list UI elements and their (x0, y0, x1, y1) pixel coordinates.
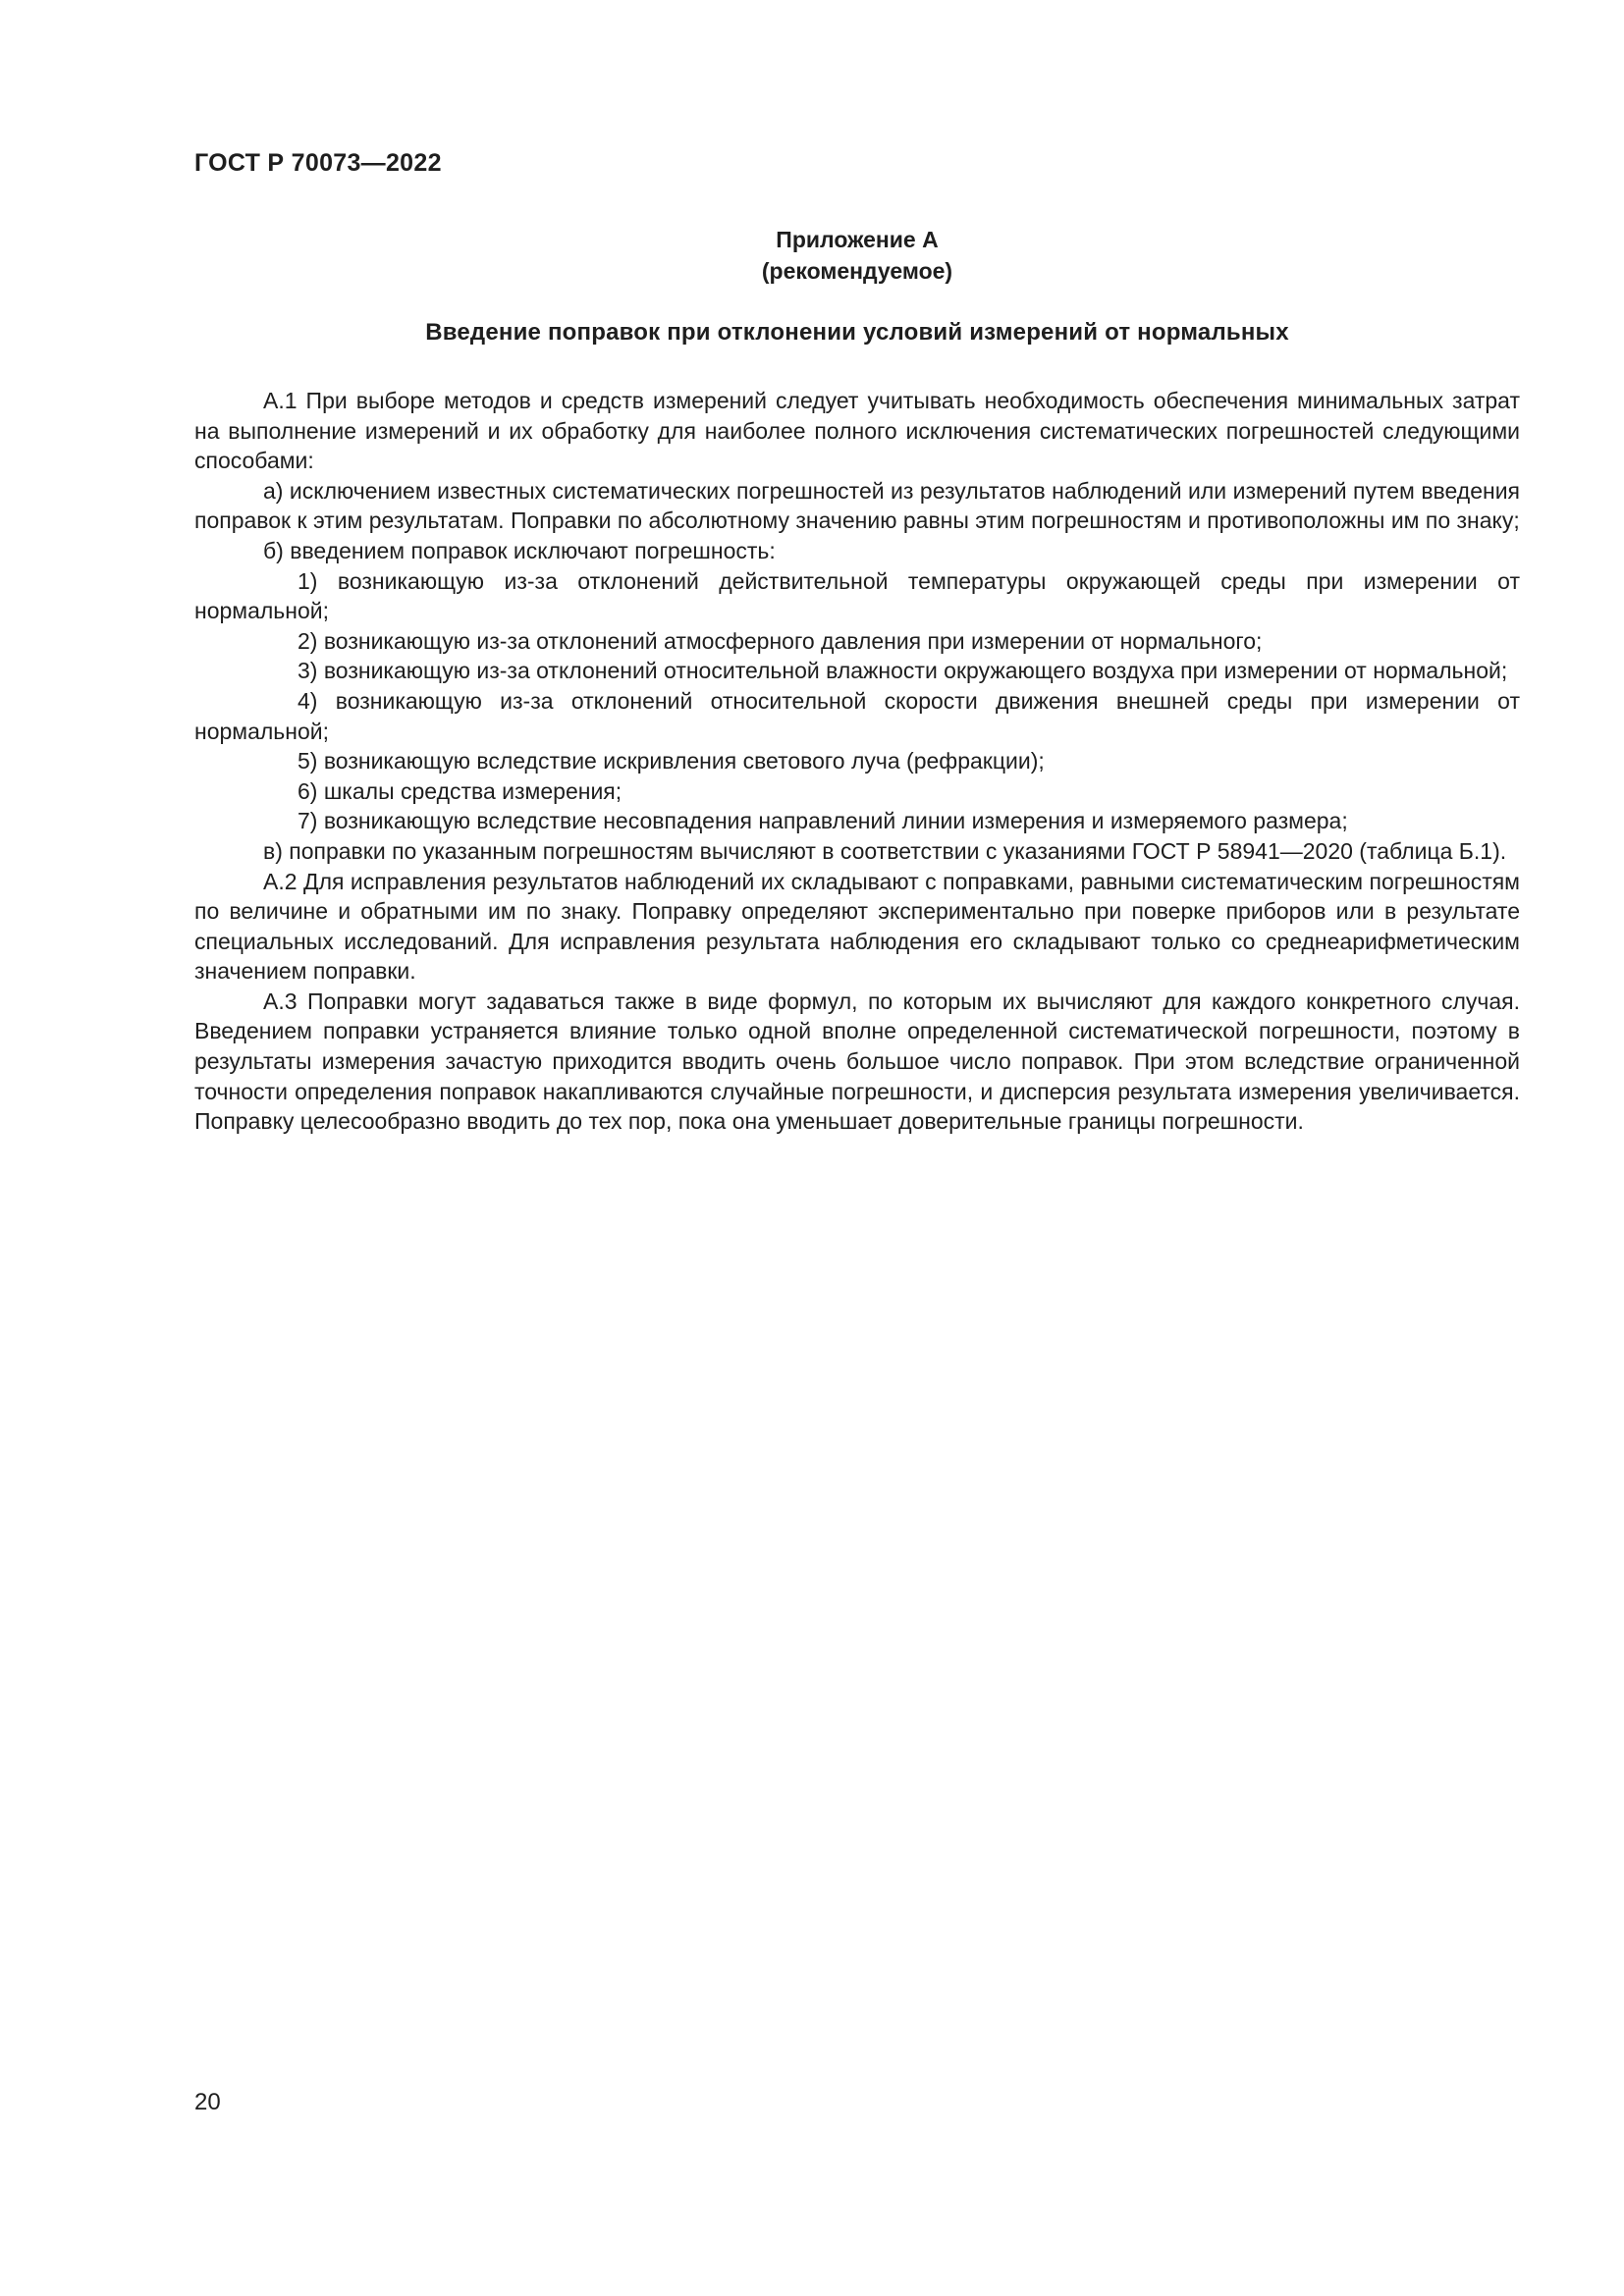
list-item-v: в) поправки по указанным погрешностям вычисляют в соответствии с указаниями ГОСТ Р 58941—2020 (таблица Б.1). (263, 837, 1507, 864)
page-number: 20 (194, 2089, 221, 2115)
sublist-item-2: 2) возникающую из-за отклонений атмосферного давления при измерении от нормального; (298, 627, 1263, 654)
sublist-item-5: 5) возникающую вследствие искривления светового луча (рефракции); (298, 748, 1045, 774)
list-item-b: б) введением поправок исключают погрешность: (263, 537, 776, 563)
sublist-item-4: 4) возникающую из-за отклонений относительной скорости движения внешней среды при измерении от нормальной; (194, 687, 1520, 744)
appendix-heading (194, 224, 1520, 287)
sublist-item-1: 1) возникающую из-за отклонений действительной температуры окружающей среды при измерении от нормальной; (194, 567, 1520, 624)
document-body (194, 386, 1520, 1137)
appendix-status: (рекомендуемое) (761, 258, 953, 284)
sublist-item-7: 7) возникающую вследствие несовпадения направлений линии измерения и измеряемого размера; (298, 808, 1348, 834)
list-item-a: а) исключением известных систематических погрешностей из результатов наблюдений или измерений путем введения поправок к этим результатам. Поправки по абсолютному значению равны этим погрешностям и противоположны им по знаку; (194, 477, 1520, 534)
appendix-title: Приложение А (776, 227, 939, 252)
paragraph-a3: А.3 Поправки могут задаваться также в виде формул, по которым их вычисляют для каждого конкретного случая. Введением поправки устраняется влияние только одной вполне определенной систематической погрешности, поэтому в результаты измерения зачастую приходится вводить очень большое число поправок. При этом вследствие ограниченной точности определения поправок накапливаются случайные погрешности, и дисперсия результата измерения увеличивается. Поправку целесообразно вводить до тех пор, пока она уменьшает доверительные границы погрешности. (194, 988, 1520, 1135)
sublist-item-3: 3) возникающую из-за отклонений относительной влажности окружающего воздуха при измерении от нормальной; (298, 658, 1508, 684)
section-title: Введение поправок при отклонении условий измерений от нормальных (425, 319, 1289, 346)
document-code: ГОСТ Р 70073—2022 (194, 149, 442, 177)
sublist-item-6: 6) шкалы средства измерения; (298, 777, 623, 804)
paragraph-a2: А.2 Для исправления результатов наблюдений их складывают с поправками, равными систематическим погрешностям по величине и обратными им по знаку. Поправку определяют экспериментально при поверке приборов или в результате специальных исследований. Для исправления результата наблюдения его складывают только со среднеарифметическим значением поправки. (194, 868, 1520, 985)
paragraph-a1: А.1 При выборе методов и средств измерений следует учитывать необходимость обеспечения минимальных затрат на выполнение измерений и их обработку для наиболее полного исключения систематических погрешностей следующими способами: (194, 388, 1520, 474)
